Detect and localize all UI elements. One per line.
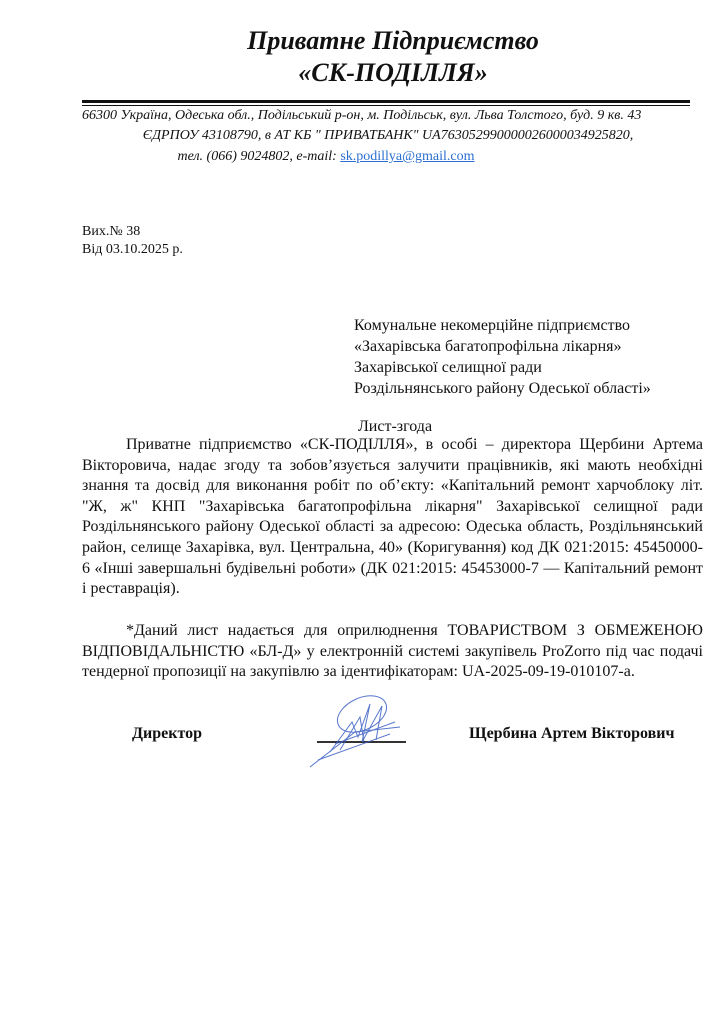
letter-note-paragraph: *Даний лист надається для оприлюднення ТОВАРИСТВОМ З ОБМЕЖЕНОЮ ВІДПОВІДАЛЬНІСТЮ «БЛ-Д» у електронній системі закупівель ProZorro під час подачі тендерної пропозиції на закупівлю за ідентифікаторам: UA-2025-09-19-010107-a. — [82, 622, 703, 681]
signatory-name: Щербина Артем Вікторович — [469, 725, 675, 742]
handwritten-signature — [300, 692, 420, 772]
company-title-line2: «СК-ПОДІЛЛЯ» — [298, 58, 488, 87]
addressee-line: «Захарівська багатопрофільна лікарня» — [354, 338, 622, 355]
signatory-role: Директор — [132, 725, 202, 742]
addressee-line: Комунальне некомерційне підприємство — [354, 317, 631, 334]
addressee-block — [354, 315, 651, 399]
company-title-line1: Приватне Підприємство — [247, 26, 539, 55]
letter-type-heading: Лист-згода — [357, 418, 433, 435]
company-address: 66300 Україна, Одеська обл., Подільський р-он, м. Подільськ, вул. Льва Толстого, буд. 9 кв. 43 — [82, 108, 642, 123]
outgoing-reference — [82, 223, 183, 259]
outgoing-number: Вих.№ 38 — [82, 224, 141, 239]
addressee-line: Роздільнянського району Одеської області» — [354, 380, 651, 397]
phone-label: тел. (066) 9024802, e-mail: — [177, 149, 341, 164]
letter-body-paragraph: Приватне підприємство «СК-ПОДІЛЛЯ», в особі – директора Щербини Артема Вікторовича, надає згоду та зобов’язується залучити працівників, які мають необхідні знання та досвід для виконання робіт по об’єкту: «Капітальний ремонт харчоблоку літ. "Ж, ж" КНП "Захарівська багатопрофільна лікарня" Захарівської селищної ради Роздільнянського району Одеської області за адресою: Одеська область, Роздільнянський район, селище Захарівка, вул. Центральна, 40» (Коригування) код ДК 021:2015: 45450000-6 «Інші завершальні будівельні роботи» (ДК 021:2015: 45453000-7 — Капітальний ремонт і реставрація). — [82, 436, 703, 598]
company-contacts — [0, 147, 652, 167]
outgoing-date: Від 03.10.2025 р. — [82, 242, 183, 257]
company-registry: ЄДРПОУ 43108790, в АТ КБ " ПРИВАТБАНК" UA763052990000026000034925820, — [142, 128, 634, 143]
letterhead-divider-thick — [82, 100, 690, 103]
email-link[interactable]: sk.podillya@gmail.com — [340, 149, 475, 164]
addressee-line: Захарівської селищної ради — [354, 359, 542, 376]
